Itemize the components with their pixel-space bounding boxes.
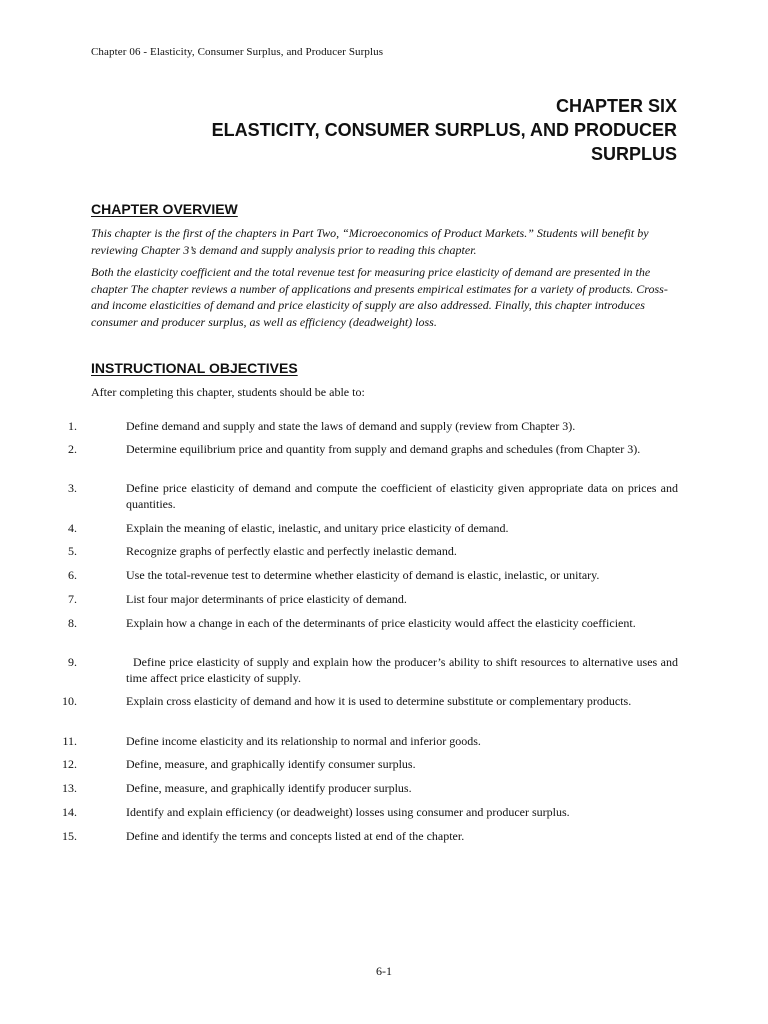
overview-paragraph: Both the elasticity coefficient and the total revenue test for measuring price elasticity of demand are presented in the chapter The chapter reviews a number of applications and presents empirical estimates for a variety of products. Cross- and income elasticities of demand and price elasticity of supply are also addressed. Finally, this chapter introduces consumer and producer surplus, as well as efficiency (deadweight) loss.: [91, 265, 668, 329]
list-item-number: 14.: [62, 805, 77, 819]
list-item-text: Define price elasticity of demand and compute the coefficient of elasticity given appropriate data on prices and quantities.: [126, 481, 678, 511]
list-item-number: 1.: [68, 419, 77, 433]
list-item-text: Explain how a change in each of the determinants of price elasticity would affect the elasticity coefficient.: [126, 616, 636, 630]
list-item-text: Define, measure, and graphically identify producer surplus.: [126, 781, 412, 795]
list-item-text: Define, measure, and graphically identify consumer surplus.: [126, 757, 416, 771]
list-item-number: 8.: [68, 616, 77, 630]
list-item-text: Explain cross elasticity of demand and how it is used to determine substitute or complementary products.: [126, 694, 632, 708]
list-item-text: Define demand and supply and state the laws of demand and supply (review from Chapter 3).: [126, 419, 576, 433]
list-item-number: 11.: [62, 734, 77, 748]
list-item-number: 3.: [68, 481, 77, 495]
instructional-objectives-heading: INSTRUCTIONAL OBJECTIVES: [91, 360, 298, 376]
list-item-text: List four major determinants of price elasticity of demand.: [126, 592, 407, 606]
list-item-number: 2.: [68, 442, 77, 456]
list-item-number: 9.: [68, 655, 77, 669]
list-item-text: Use the total-revenue test to determine whether elasticity of demand is elastic, inelastic, or unitary.: [126, 568, 600, 582]
list-item-number: 4.: [68, 521, 77, 535]
objectives-intro: After completing this chapter, students should be able to:: [91, 385, 365, 399]
list-item-number: 15.: [62, 829, 77, 843]
page-number: 6-1: [376, 964, 392, 978]
chapter-overview-heading: CHAPTER OVERVIEW: [91, 201, 238, 217]
list-item-number: 5.: [68, 544, 77, 558]
list-item-number: 7.: [68, 592, 77, 606]
chapter-title-line-1: CHAPTER SIX: [555, 96, 677, 116]
list-item-number: 6.: [68, 568, 77, 582]
list-item-text: Determine equilibrium price and quantity from supply and demand graphs and schedules (from Chapter 3).: [126, 442, 641, 456]
list-item-text: Explain the meaning of elastic, inelastic, and unitary price elasticity of demand.: [126, 521, 509, 535]
list-item-number: 13.: [62, 781, 77, 795]
list-item-text: Define and identify the terms and concepts listed at end of the chapter.: [126, 829, 465, 843]
list-item-text: Define income elasticity and its relationship to normal and inferior goods.: [126, 734, 481, 748]
list-item-text: Identify and explain efficiency (or deadweight) losses using consumer and producer surplus.: [126, 805, 570, 819]
chapter-title-line-2: ELASTICITY, CONSUMER SURPLUS, AND PRODUCER: [211, 120, 677, 140]
chapter-title: [77, 94, 677, 166]
chapter-title-line-3: SURPLUS: [590, 144, 677, 164]
list-item-text: Define price elasticity of supply and explain how the producer’s ability to shift resources to alternative uses and time affect price elasticity of supply.: [126, 655, 682, 685]
list-item-number: 10.: [62, 694, 77, 708]
running-header: Chapter 06 - Elasticity, Consumer Surplus, and Producer Surplus: [91, 46, 384, 58]
overview-paragraph: This chapter is the first of the chapters in Part Two, “Microeconomics of Product Markets.” Students will benefit by reviewing Chapter 3’s demand and supply analysis prior to reading this chapter.: [91, 226, 649, 257]
list-item-number: 12.: [62, 757, 77, 771]
list-item-text: Recognize graphs of perfectly elastic and perfectly inelastic demand.: [126, 544, 457, 558]
